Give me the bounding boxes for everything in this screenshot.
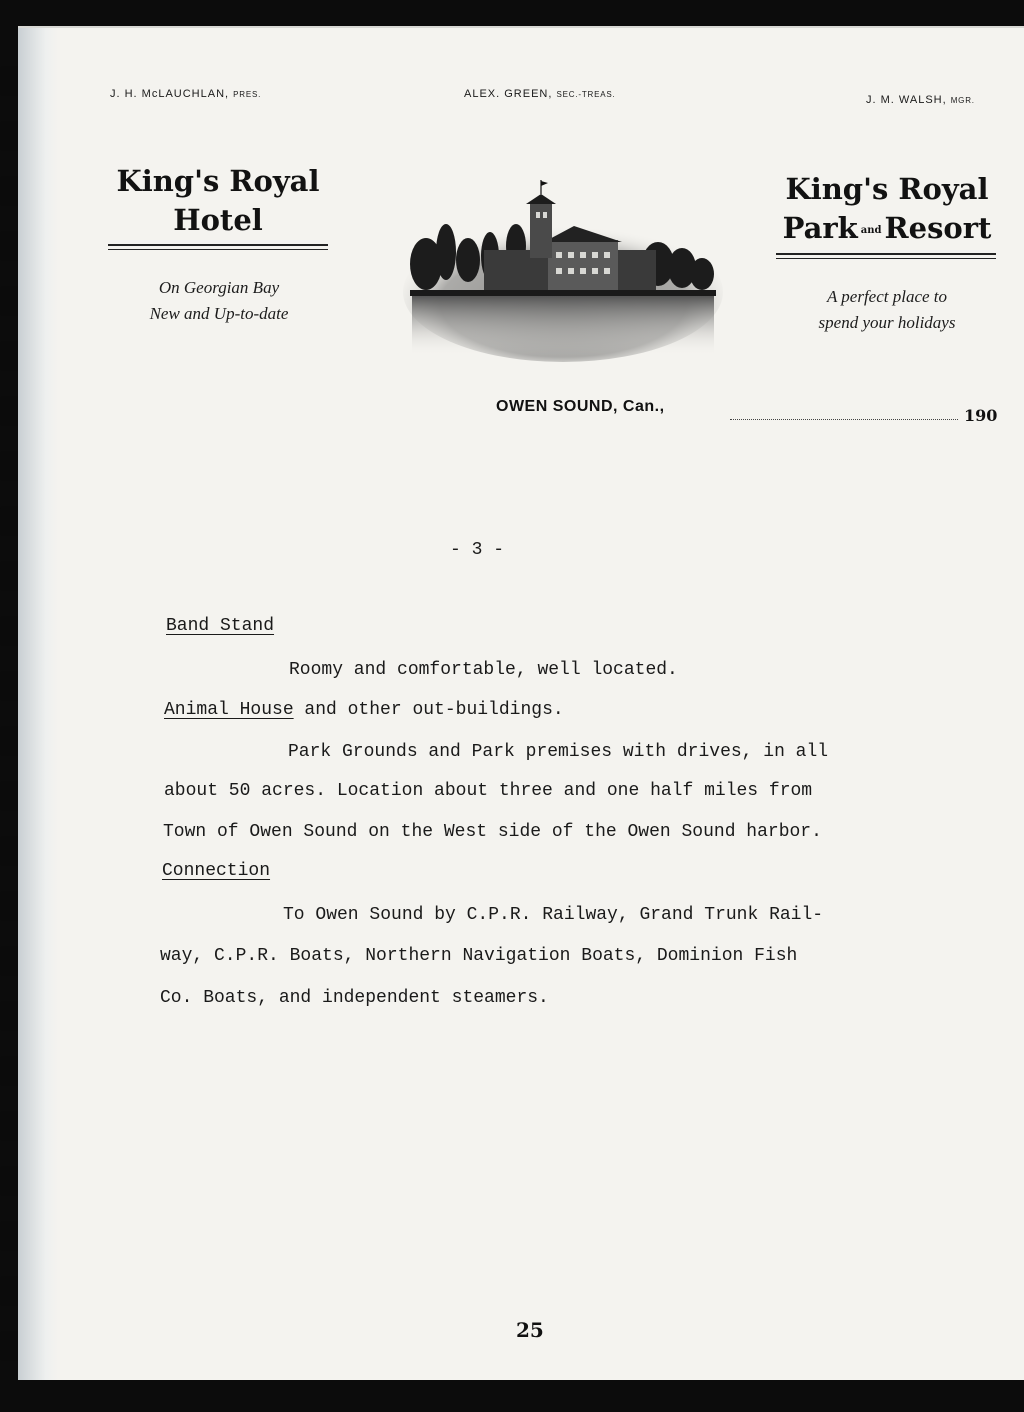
location-line: OWEN SOUND, Can., — [496, 398, 665, 415]
heading-animal-house: Animal House — [164, 700, 294, 720]
resort-name-line2: Park and Resort — [782, 211, 992, 245]
year-prefix: 190 — [964, 406, 998, 425]
resort-tagline: A perfect place to spend your holidays — [818, 287, 956, 332]
page-marker: - 3 - — [450, 540, 505, 560]
hotel-brand — [104, 162, 332, 240]
hotel-name-line2: Hotel — [173, 203, 263, 237]
officer-manager: J. M. WALSH, MGR. — [866, 94, 975, 106]
page-number: 25 — [516, 1318, 544, 1342]
park-grounds-line-1: Park Grounds and Park premises with drives, in all — [288, 742, 829, 762]
hotel-name-line1: King's Royal — [116, 164, 320, 198]
animal-house-line: Animal House and other out-buildings. — [164, 700, 564, 720]
officer-secretary: ALEX. GREEN, SEC.-TREAS. — [464, 88, 616, 100]
resort-name-line1: King's Royal — [785, 172, 989, 206]
connection-line-1: To Owen Sound by C.P.R. Railway, Grand Trunk Rail- — [283, 905, 824, 925]
resort-double-rule — [776, 253, 996, 259]
hotel-tagline: On Georgian Bay New and Up-to-date — [149, 278, 289, 323]
hotel-double-rule — [108, 244, 328, 250]
hotel-illustration — [398, 172, 728, 362]
date-blank-line — [730, 419, 958, 420]
heading-band-stand: Band Stand — [166, 616, 275, 636]
heading-connection: Connection — [162, 861, 271, 881]
park-grounds-line-3: Town of Owen Sound on the West side of the Owen Sound harbor. — [163, 822, 822, 842]
connection-line-3: Co. Boats, and independent steamers. — [160, 988, 549, 1008]
officer-president: J. H. McLAUCHLAN, PRES. — [110, 88, 262, 100]
park-grounds-line-2: about 50 acres. Location about three and one half miles from — [164, 781, 813, 801]
band-stand-text: Roomy and comfortable, well located. — [289, 660, 678, 680]
page-edge-shadow — [18, 28, 58, 1380]
connection-line-2: way, C.P.R. Boats, Northern Navigation Boats, Dominion Fish — [160, 946, 798, 966]
resort-brand — [770, 170, 1004, 250]
